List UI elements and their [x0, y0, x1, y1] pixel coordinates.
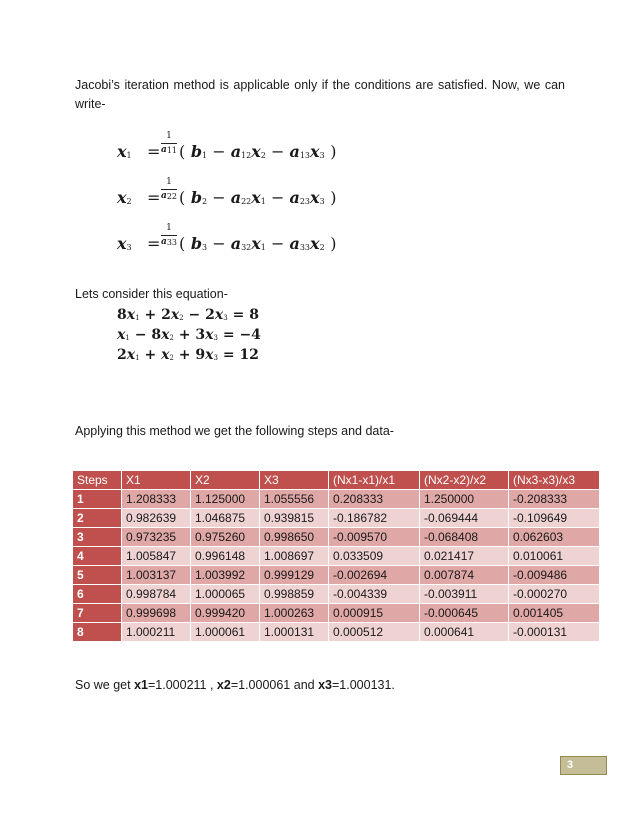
header-err1: (Nx1-x1)/x1 — [329, 471, 420, 490]
header-x1: X1 — [122, 471, 191, 490]
table-cell: 0.999420 — [191, 604, 260, 623]
equation-2: 𝒙$_1$ − 8𝒙$_2$ + 3𝒙$_3$ = −4 — [117, 327, 261, 343]
table-row — [73, 623, 600, 642]
table-cell: 1.003992 — [191, 566, 260, 585]
table-cell: 0.007874 — [420, 566, 509, 585]
table-cell: 0.010061 — [509, 547, 600, 566]
header-x3: X3 — [260, 471, 329, 490]
equals-sign: = — [147, 142, 161, 161]
applying-text: Applying this method we get the following steps and data- — [75, 424, 394, 438]
table-cell: 1.000061 — [191, 623, 260, 642]
table-cell: 1.003137 — [122, 566, 191, 585]
table-cell: 0.000915 — [329, 604, 420, 623]
fraction: 1 𝒂$_{33}$ — [161, 223, 178, 247]
result-text: So we get x1=1.000211 , x2=1.000061 and x3=1.000131. — [75, 678, 395, 692]
table-cell: 8 — [73, 623, 122, 642]
table-cell: 1.055556 — [260, 490, 329, 509]
table-cell: 0.001405 — [509, 604, 600, 623]
table-cell: -0.004339 — [329, 585, 420, 604]
table-cell: 0.998784 — [122, 585, 191, 604]
table-cell: 1.000211 — [122, 623, 191, 642]
table-cell: 7 — [73, 604, 122, 623]
table-cell: -0.002694 — [329, 566, 420, 585]
formula-lhs: 𝒙$_1$ — [117, 142, 132, 161]
table-cell: 0.000641 — [420, 623, 509, 642]
formula-rhs: ( 𝒃$_2$ − 𝒂$_{22}$𝒙$_1$ − 𝒂$_{23}$𝒙$_3$ ) — [179, 188, 337, 207]
table-cell: 0.021417 — [420, 547, 509, 566]
table-row — [73, 604, 600, 623]
table-row — [73, 509, 600, 528]
table-cell: -0.186782 — [329, 509, 420, 528]
table-cell: 1.208333 — [122, 490, 191, 509]
table-cell: 0.000512 — [329, 623, 420, 642]
table-row — [73, 585, 600, 604]
table-cell: 1 — [73, 490, 122, 509]
table-cell: 1.000131 — [260, 623, 329, 642]
intro-paragraph: Jacobi’s iteration method is applicable only if the conditions are satisfied. Now, we can write- — [75, 78, 565, 111]
table-cell: -0.000270 — [509, 585, 600, 604]
table-cell: -0.000131 — [509, 623, 600, 642]
table-cell: 0.982639 — [122, 509, 191, 528]
table-cell: -0.000645 — [420, 604, 509, 623]
table-row — [73, 566, 600, 585]
equation-3: 2𝒙$_1$ + 𝒙$_2$ + 9𝒙$_3$ = 12 — [117, 347, 259, 363]
table-cell: 1.125000 — [191, 490, 260, 509]
table-cell: 0.208333 — [329, 490, 420, 509]
iteration-table — [72, 470, 600, 642]
formula-rhs: ( 𝒃$_1$ − 𝒂$_{12}$𝒙$_2$ − 𝒂$_{13}$𝒙$_3$ ) — [179, 142, 337, 161]
table-row — [73, 490, 600, 509]
table-cell: 1.000065 — [191, 585, 260, 604]
table-cell: 0.939815 — [260, 509, 329, 528]
equation-1: 8𝒙$_1$ + 2𝒙$_2$ − 2𝒙$_3$ = 8 — [117, 307, 259, 323]
table-cell: 0.062603 — [509, 528, 600, 547]
table-cell: 3 — [73, 528, 122, 547]
header-err2: (Nx2-x2)/x2 — [420, 471, 509, 490]
table-cell: 4 — [73, 547, 122, 566]
table-row — [73, 528, 600, 547]
table-cell: 1.000263 — [260, 604, 329, 623]
table-cell: -0.003911 — [420, 585, 509, 604]
table-cell: -0.068408 — [420, 528, 509, 547]
table-cell: 0.998650 — [260, 528, 329, 547]
formula-lhs: 𝒙$_2$ — [117, 188, 132, 207]
header-steps: Steps — [73, 471, 122, 490]
equals-sign: = — [147, 234, 161, 253]
header-err3: (Nx3-x3)/x3 — [509, 471, 600, 490]
header-x2: X2 — [191, 471, 260, 490]
table-cell: 0.998859 — [260, 585, 329, 604]
table-cell: -0.109649 — [509, 509, 600, 528]
table-cell: 6 — [73, 585, 122, 604]
table-cell: 0.999698 — [122, 604, 191, 623]
formula-rhs: ( 𝒃$_3$ − 𝒂$_{32}$𝒙$_1$ − 𝒂$_{33}$𝒙$_2$ ) — [179, 234, 337, 253]
page-number: 3 — [567, 759, 574, 771]
table-cell: 1.250000 — [420, 490, 509, 509]
table-cell: 2 — [73, 509, 122, 528]
table-cell: 0.999129 — [260, 566, 329, 585]
table-header-row — [73, 471, 600, 490]
table-cell: 0.033509 — [329, 547, 420, 566]
table-cell: 0.996148 — [191, 547, 260, 566]
formula-lhs: 𝒙$_3$ — [117, 234, 132, 253]
table-cell: 1.046875 — [191, 509, 260, 528]
table-cell: -0.069444 — [420, 509, 509, 528]
table-cell: -0.009486 — [509, 566, 600, 585]
table-cell: -0.009570 — [329, 528, 420, 547]
table-row — [73, 547, 600, 566]
page-number-box — [560, 756, 607, 775]
fraction: 1 𝒂$_{11}$ — [161, 131, 178, 155]
table-cell: 5 — [73, 566, 122, 585]
fraction: 1 𝒂$_{22}$ — [161, 177, 178, 201]
table-cell: -0.208333 — [509, 490, 600, 509]
equation-system — [117, 305, 261, 365]
table-cell: 1.005847 — [122, 547, 191, 566]
table-cell: 0.975260 — [191, 528, 260, 547]
table-cell: 0.973235 — [122, 528, 191, 547]
equals-sign: = — [147, 188, 161, 207]
consider-text: Lets consider this equation- — [75, 287, 228, 301]
table-cell: 1.008697 — [260, 547, 329, 566]
